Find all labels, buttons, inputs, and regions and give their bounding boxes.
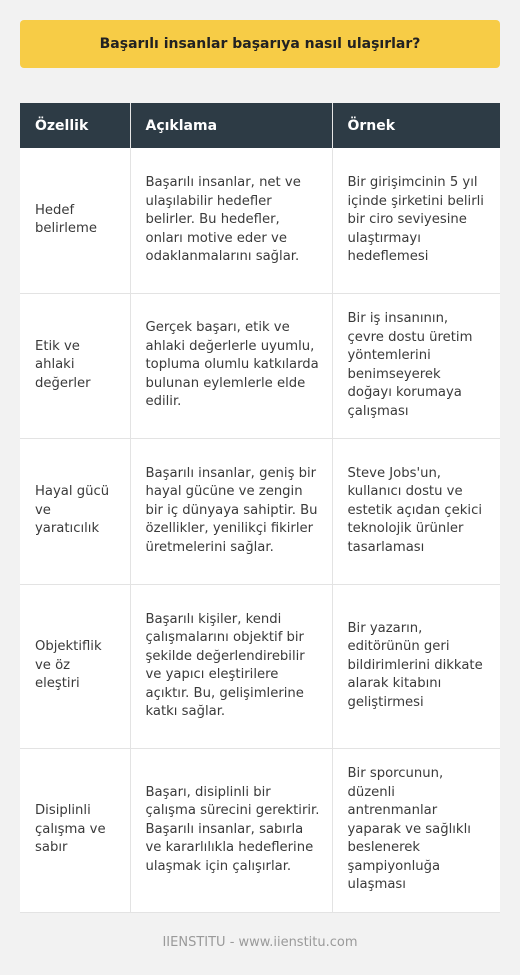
footer-credit: IIENSTITU - www.iienstitu.com [162,935,358,950]
cell-example: Bir yazarın, editörünün geri bildirimlerini dikkate alarak kitabını geliştirmesi [332,584,500,748]
cell-description: Başarılı kişiler, kendi çalışmalarını objektif bir şekilde değerlendirebilir ve yapıcı eleştirilere açıktır. Bu, gelişimlerine katkı sağlar. [130,584,332,748]
table-row [20,293,500,438]
cell-description: Başarılı insanlar, geniş bir hayal gücüne ve zengin bir iç dünyaya sahiptir. Bu özellikler, yenilikçi fikirler üretmelerini sağlar. [130,438,332,584]
traits-table [20,103,500,913]
cell-example: Bir iş insanının, çevre dostu üretim yöntemlerini benimseyerek doğayı korumaya çalışması [332,293,500,438]
cell-example: Bir girişimcinin 5 yıl içinde şirketini belirli bir ciro seviyesine ulaştırmayı hedeflemesi [332,148,500,293]
table-row [20,748,500,912]
cell-feature: Disiplinli çalışma ve sabır [20,748,130,912]
table-row [20,584,500,748]
header-feature: Özellik [20,103,130,148]
title-banner [20,20,500,68]
cell-feature: Hayal gücü ve yaratıcılık [20,438,130,584]
cell-example: Bir sporcunun, düzenli antrenmanlar yaparak ve sağlıklı beslenerek şampiyonluğa ulaşması [332,748,500,912]
cell-description: Gerçek başarı, etik ve ahlaki değerlerle uyumlu, topluma olumlu katkılarda bulunan eylemlerle elde edilir. [130,293,332,438]
page-title: Başarılı insanlar başarıya nasıl ulaşırlar? [99,36,421,52]
cell-description: Başarı, disiplinli bir çalışma sürecini gerektirir. Başarılı insanlar, sabırla ve kararlılıkla hedeflerine ulaşmak için çalışırlar. [130,748,332,912]
header-example: Örnek [332,103,500,148]
cell-feature: Hedef belirleme [20,148,130,293]
header-description: Açıklama [130,103,332,148]
cell-feature: Objektiflik ve öz eleştiri [20,584,130,748]
cell-feature: Etik ve ahlaki değerler [20,293,130,438]
table-header-row [20,103,500,148]
cell-example: Steve Jobs'un, kullanıcı dostu ve estetik açıdan çekici teknolojik ürünler tasarlaması [332,438,500,584]
table-row [20,148,500,293]
table-row [20,438,500,584]
cell-description: Başarılı insanlar, net ve ulaşılabilir hedefler belirler. Bu hedefler, onları motive eder ve odaklanmalarını sağlar. [130,148,332,293]
